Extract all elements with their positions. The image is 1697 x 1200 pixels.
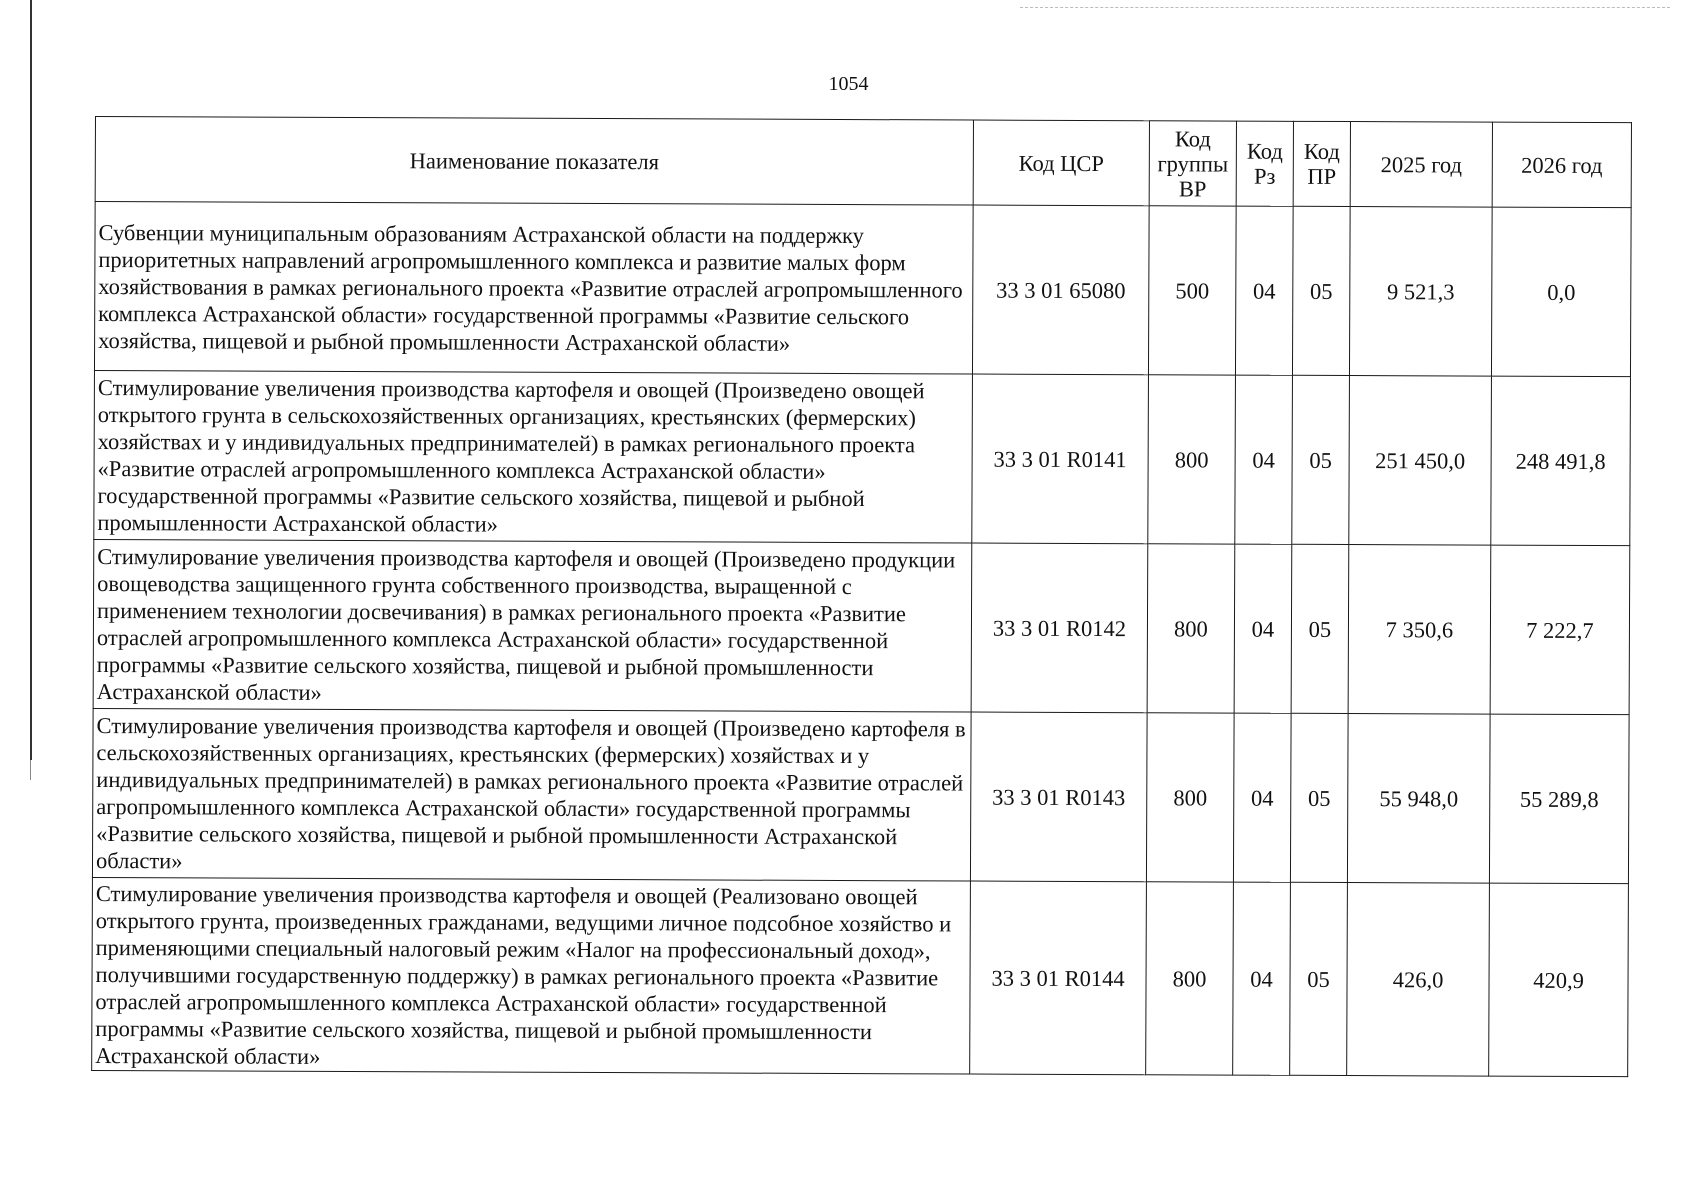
amount-2025-cell: 426,0 (1347, 883, 1490, 1077)
code-vr-cell: 800 (1148, 375, 1236, 544)
indicator-name-cell: Стимулирование увеличения производства картофеля и овощей (Произведено продукции овощеводства защищенного грунта собственного производства, выращенной с применением технологии досвечивания) в рамках регионального проекта «Развитие отраслей агропромышленного комплекса Астраханской области» государственной программы «Развитие сельского хозяйства, пищевой и рыбной промышленности Астраханской области» (93, 539, 972, 712)
table-row (94, 370, 1631, 545)
table-row (92, 877, 1629, 1076)
scan-left-edge-mark (30, 760, 31, 780)
code-vr-cell: 500 (1148, 206, 1236, 375)
amount-2026-cell: 420,9 (1489, 883, 1629, 1077)
code-rz-cell: 04 (1235, 206, 1293, 375)
table-row (94, 202, 1631, 377)
code-vr-cell: 800 (1147, 544, 1235, 713)
header-code-pr: Код ПР (1293, 121, 1350, 206)
indicator-name-cell: Субвенции муниципальным образованиям Астраханской области на поддержку приоритетных направлений агропромышленного комплекса и развитие малых форм хозяйствования в рамках регионального проекта «Развитие отраслей агропромышленного комплекса Астраханской области» государственной программы «Развитие сельского хозяйства, пищевой и рыбной промышленности Астраханской области» (94, 202, 973, 375)
amount-2026-cell: 55 289,8 (1489, 714, 1629, 884)
code-pr-cell: 05 (1291, 544, 1349, 713)
table-row (93, 539, 1630, 714)
code-csr-cell: 33 3 01 65080 (972, 205, 1149, 375)
code-rz-cell: 04 (1235, 375, 1293, 544)
page-number: 1054 (828, 73, 869, 95)
code-vr-cell: 800 (1146, 713, 1234, 882)
header-year-2025: 2025 год (1350, 122, 1492, 208)
amount-2025-cell: 251 450,0 (1349, 376, 1492, 546)
header-row (95, 117, 1631, 208)
code-pr-cell: 05 (1292, 206, 1350, 375)
header-indicator-name: Наименование показателя (95, 117, 973, 206)
code-pr-cell: 05 (1290, 713, 1348, 882)
code-rz-cell: 04 (1233, 713, 1291, 882)
code-csr-cell: 33 3 01 R0142 (971, 543, 1148, 713)
scan-left-edge-line (30, 0, 32, 760)
code-pr-cell: 05 (1292, 375, 1350, 544)
code-rz-cell: 04 (1233, 882, 1291, 1075)
amount-2026-cell: 0,0 (1491, 207, 1631, 377)
code-csr-cell: 33 3 01 R0141 (972, 374, 1149, 544)
scan-top-edge-line (1020, 7, 1670, 8)
amount-2025-cell: 7 350,6 (1348, 545, 1491, 715)
amount-2026-cell: 248 491,8 (1491, 376, 1631, 546)
code-vr-cell: 800 (1146, 882, 1234, 1075)
table-body (92, 202, 1631, 1077)
code-rz-cell: 04 (1234, 544, 1292, 713)
amount-2026-cell: 7 222,7 (1490, 545, 1630, 715)
indicator-name-cell: Стимулирование увеличения производства картофеля и овощей (Реализовано овощей открытого грунта, произведенных гражданами, ведущими личное подсобное хозяйство и применяющими специальный налоговый режим «Налог на профессиональный доход», получившими государственную поддержку) в рамках регионального проекта «Развитие отраслей агропромышленного комплекса Астраханской области» государственной программы «Развитие сельского хозяйства, пищевой и рыбной промышленности Астраханской области» (92, 877, 971, 1074)
amount-2025-cell: 55 948,0 (1347, 714, 1490, 884)
header-year-2026: 2026 год (1492, 122, 1631, 208)
budget-table (91, 116, 1632, 1077)
table-row (92, 708, 1629, 883)
indicator-name-cell: Стимулирование увеличения производства картофеля и овощей (Произведено овощей открытого грунта в сельскохозяйственных организациях, крестьянских (фермерских) хозяйствах и у индивидуальных предпринимателей) в рамках регионального проекта «Развитие отраслей агропромышленного комплекса Астраханской области» государственной программы «Развитие сельского хозяйства, пищевой и рыбной промышленности Астраханской области» (94, 370, 973, 543)
amount-2025-cell: 9 521,3 (1349, 207, 1492, 377)
code-pr-cell: 05 (1290, 882, 1348, 1075)
code-csr-cell: 33 3 01 R0144 (970, 881, 1147, 1075)
indicator-name-cell: Стимулирование увеличения производства картофеля и овощей (Произведено картофеля в сельскохозяйственных организациях, крестьянских (фермерских) хозяйствах и у индивидуальных предпринимателей) в рамках регионального проекта «Развитие отраслей агропромышленного комплекса Астраханской области» государственной программы «Развитие сельского хозяйства, пищевой и рыбной промышленности Астраханской области» (92, 708, 971, 881)
header-code-rz: Код Рз (1236, 121, 1293, 206)
header-code-vr-group: Код группы ВР (1149, 121, 1236, 206)
code-csr-cell: 33 3 01 R0143 (970, 712, 1147, 882)
header-code-csr: Код ЦСР (973, 120, 1149, 206)
table-header (95, 117, 1631, 208)
